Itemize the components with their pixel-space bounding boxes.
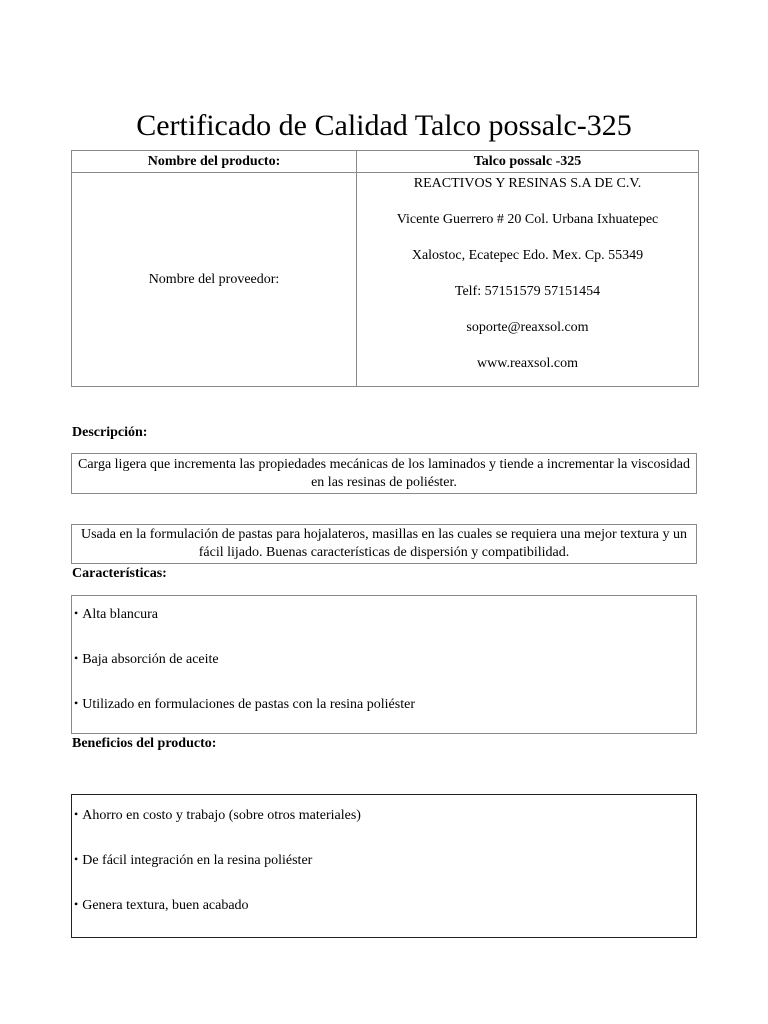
supplier-street-address: Vicente Guerrero # 20 Col. Urbana Ixhuatepec <box>396 212 659 227</box>
list-item: • Genera textura, buen acabado <box>74 897 249 913</box>
document-title: Certificado de Calidad Talco possalc-325 <box>136 109 632 142</box>
list-item: • Alta blancura <box>74 606 158 622</box>
product-row <box>72 151 699 173</box>
supplier-row <box>72 173 699 387</box>
list-item: • Ahorro en costo y trabajo (sobre otros materiales) <box>74 807 361 823</box>
list-item: • De fácil integración en la resina poliéster <box>74 852 313 868</box>
product-name-value: Talco possalc -325 <box>357 151 699 173</box>
bullet-icon: • <box>74 852 79 866</box>
product-name-label: Nombre del producto: <box>72 151 357 173</box>
characteristics-heading: Características: <box>72 566 167 581</box>
supplier-company-name: REACTIVOS Y RESINAS S.A DE C.V. <box>413 176 642 191</box>
description-heading: Descripción: <box>72 425 148 440</box>
list-item: • Baja absorción de aceite <box>74 651 219 667</box>
list-item: • Utilizado en formulaciones de pastas con la resina poliéster <box>74 696 415 712</box>
usage-text: Usada en la formulación de pastas para hojalateros, masillas en las cuales se requiera una mejor textura y un fácil lijado. Buenas características de dispersión y compatibilidad. <box>80 527 688 560</box>
supplier-email: soporte@reaxsol.com <box>466 320 589 335</box>
supplier-details <box>357 173 699 387</box>
supplier-website: www.reaxsol.com <box>477 356 578 371</box>
supplier-city-address: Xalostoc, Ecatepec Edo. Mex. Cp. 55349 <box>411 248 644 263</box>
benefits-box <box>71 794 697 938</box>
bullet-icon: • <box>74 897 79 911</box>
bullet-icon: • <box>74 606 79 620</box>
usage-box <box>71 524 697 564</box>
supplier-label: Nombre del proveedor: <box>72 173 357 387</box>
characteristics-box <box>71 595 697 734</box>
description-text: Carga ligera que incrementa las propiedades mecánicas de los laminados y tiende a incrementar la viscosidad en las resinas de poliéster. <box>77 457 690 490</box>
bullet-icon: • <box>74 696 79 710</box>
description-box <box>71 453 697 494</box>
supplier-phone: Telf: 57151579 57151454 <box>454 284 601 299</box>
benefits-heading: Beneficios del producto: <box>72 736 217 751</box>
product-supplier-table <box>71 150 699 387</box>
bullet-icon: • <box>74 651 79 665</box>
bullet-icon: • <box>74 807 79 821</box>
